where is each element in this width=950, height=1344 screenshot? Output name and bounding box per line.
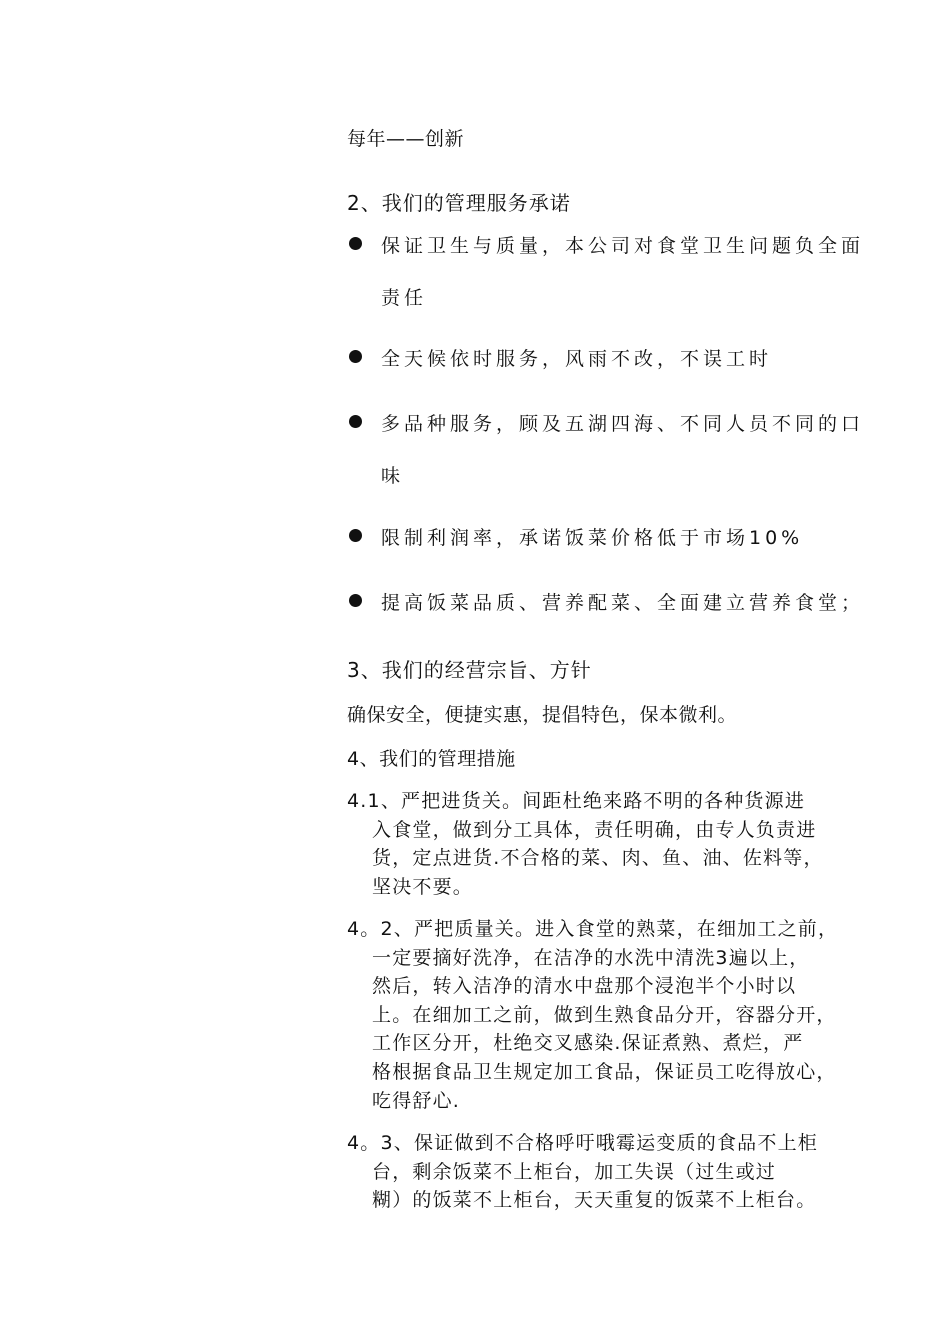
- bullet-text-continued: 责任: [381, 287, 428, 309]
- bullet-dot-icon: [349, 529, 362, 542]
- bullet-text-continued: 味: [381, 465, 405, 487]
- measure-first-line: 4。3、保证做到不合格呼吁哦霉运变质的食品不上柜: [347, 1132, 818, 1154]
- section4-heading: 4、我们的管理措施: [347, 748, 516, 770]
- section2-heading: 2、我们的管理服务承诺: [347, 191, 571, 215]
- bullet-text: 全天候依时服务，风雨不改，不误工时: [381, 348, 773, 370]
- bullet-text: 保证卫生与质量，本公司对食堂卫生问题负全面: [381, 235, 865, 257]
- bullet-text: 多品种服务，顾及五湖四海、不同人员不同的口: [381, 413, 865, 435]
- top-line: 每年——创新: [347, 128, 465, 150]
- measure-line: 入食堂，做到分工具体，责任明确，由专人负责进: [372, 818, 817, 841]
- bullet-dot-icon: [349, 237, 362, 250]
- bullet-dot-icon: [349, 415, 362, 428]
- measure-line: 然后，转入洁净的清水中盘那个浸泡半个小时以: [372, 975, 797, 998]
- measure-line: 一定要摘好洗净，在洁净的水洗中清洗3遍以上，: [372, 946, 810, 969]
- measure-first-line: 4。2、严把质量关。进入食堂的熟菜，在细加工之前，: [347, 918, 839, 940]
- measure-line: 货，定点进货.不合格的菜、肉、鱼、油、佐料等，: [372, 847, 824, 870]
- measure-line: 格根据食品卫生规定加工食品，保证员工吃得放心，: [372, 1060, 837, 1083]
- measure-line: 台，剩余饭菜不上柜台，加工失误（过生或过: [372, 1160, 777, 1183]
- section3-heading: 3、我们的经营宗旨、方针: [347, 658, 592, 682]
- bullet-dot-icon: [349, 350, 362, 363]
- measure-line: 糊）的饭菜不上柜台，天天重复的饭菜不上柜台。: [372, 1189, 817, 1212]
- measure-line: 坚决不要。: [372, 875, 474, 898]
- measure-item-4-2: [347, 915, 882, 1115]
- bullet-text: 限制利润率，承诺饭菜价格低于市场10%: [381, 527, 804, 549]
- bullet-dot-icon: [349, 594, 362, 607]
- measure-line: 工作区分开，杜绝交叉感染.保证煮熟、煮烂，严: [372, 1032, 804, 1055]
- measure-item-4-3: [347, 1129, 882, 1215]
- measure-line: 吃得舒心.: [372, 1089, 461, 1112]
- bullet-text: 提高饭菜品质、营养配菜、全面建立营养食堂；: [381, 592, 865, 614]
- measure-line: 上。在细加工之前，做到生熟食品分开，容器分开，: [372, 1003, 837, 1026]
- section3-body: 确保安全，便捷实惠，提倡特色，保本微利。: [347, 704, 738, 726]
- measure-first-line: 4.1、严把进货关。间距杜绝来路不明的各种货源进: [347, 790, 806, 812]
- measure-item-4-1: [347, 787, 882, 901]
